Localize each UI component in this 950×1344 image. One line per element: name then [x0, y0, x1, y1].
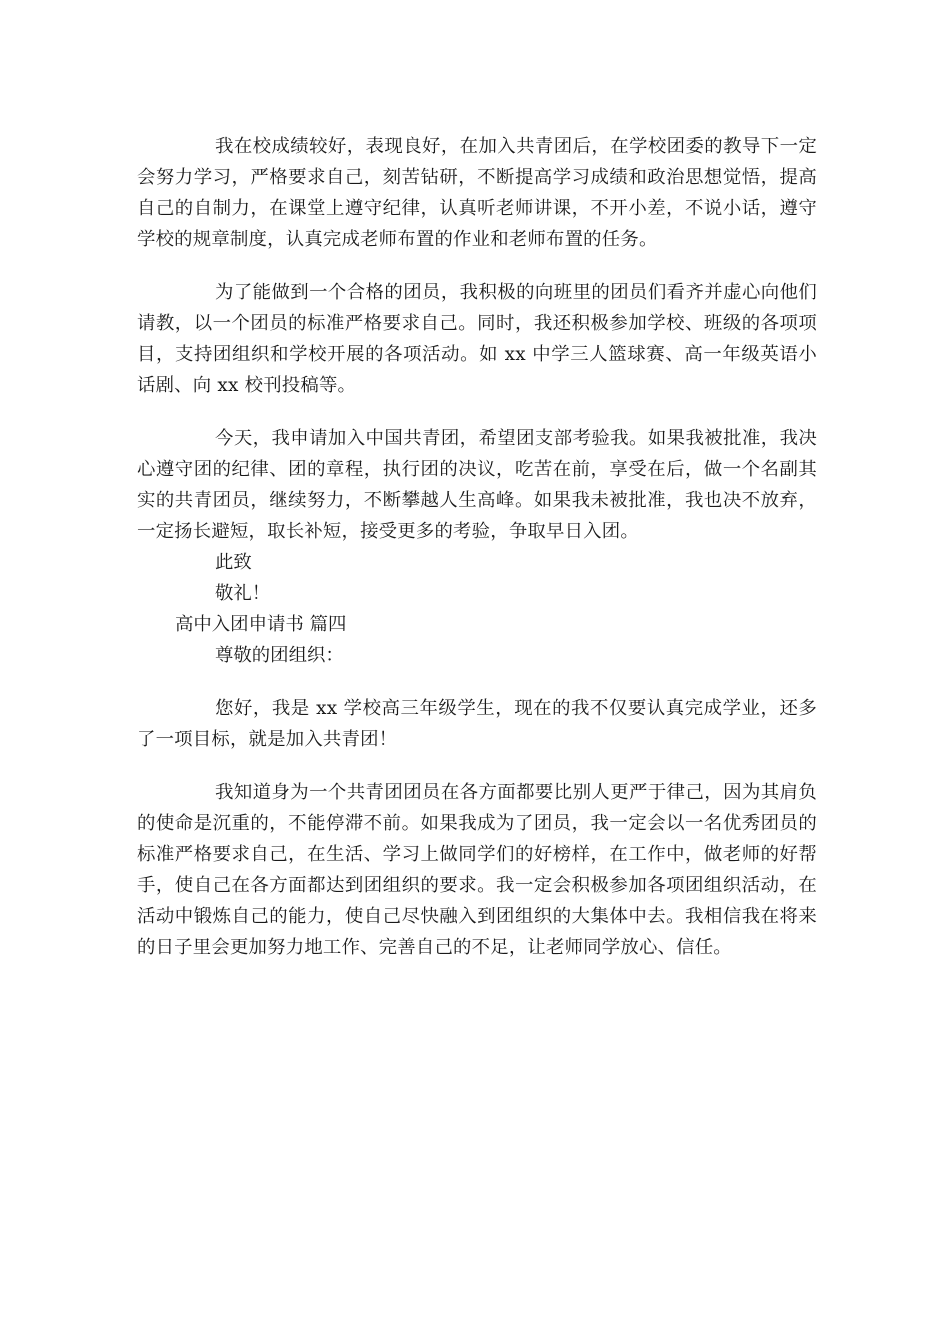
paragraph-activities: 为了能做到一个合格的团员，我积极的向班里的团员们看齐并虚心向他们请教，以一个团员的标准严格要求自己。同时，我还积极参加学校、班级的各项项目，支持团组织和学校开展的各项活动。如 xx 中学三人篮球赛、高一年级英语小话剧、向 xx 校刊投稿等。: [137, 282, 817, 396]
paragraph-greeting: 您好，我是 xx 学校高三年级学生，现在的我不仅要认真完成学业，还多了一项目标，就是加入共青团！: [137, 698, 817, 750]
document-body: [137, 131, 817, 963]
section-title: 高中入团申请书 篇四: [175, 614, 347, 635]
closing-jingli: 敬礼！: [215, 583, 271, 604]
closing-cizhi: 此致: [215, 552, 252, 573]
paragraph-resolution: 我知道身为一个共青团团员在各方面都要比别人更严于律己，因为其肩负的使命是沉重的，不能停滞不前。如果我成为了团员，我一定会以一名优秀团员的标准严格要求自己，在生活、学习上做同学们的好榜样，在工作中，做老师的好帮手，使自己在各方面都达到团组织的要求。我一定会积极参加各项团组织活动，在活动中锻炼自己的能力，使自己尽快融入到团组织的大集体中去。我相信我在将来的日子里会更加努力地工作、完善自己的不足，让老师同学放心、信任。: [137, 782, 817, 958]
paragraph-study-commitment: 我在校成绩较好，表现良好，在加入共青团后，在学校团委的教导下一定会努力学习，严格要求自己，刻苦钻研，不断提高学习成绩和政治思想觉悟，提高自己的自制力，在课堂上遵守纪律，认真听老师讲课，不开小差，不说小话，遵守学校的规章制度，认真完成老师布置的作业和老师布置的任务。: [137, 136, 817, 250]
salutation: 尊敬的团组织：: [215, 645, 344, 666]
paragraph-application: 今天，我申请加入中国共青团，希望团支部考验我。如果我被批准，我决心遵守团的纪律、团的章程，执行团的决议，吃苦在前，享受在后，做一个名副其实的共青团员，继续努力，不断攀越人生高峰。如果我未被批准，我也决不放弃，一定扬长避短，取长补短，接受更多的考验，争取早日入团。: [137, 428, 817, 542]
